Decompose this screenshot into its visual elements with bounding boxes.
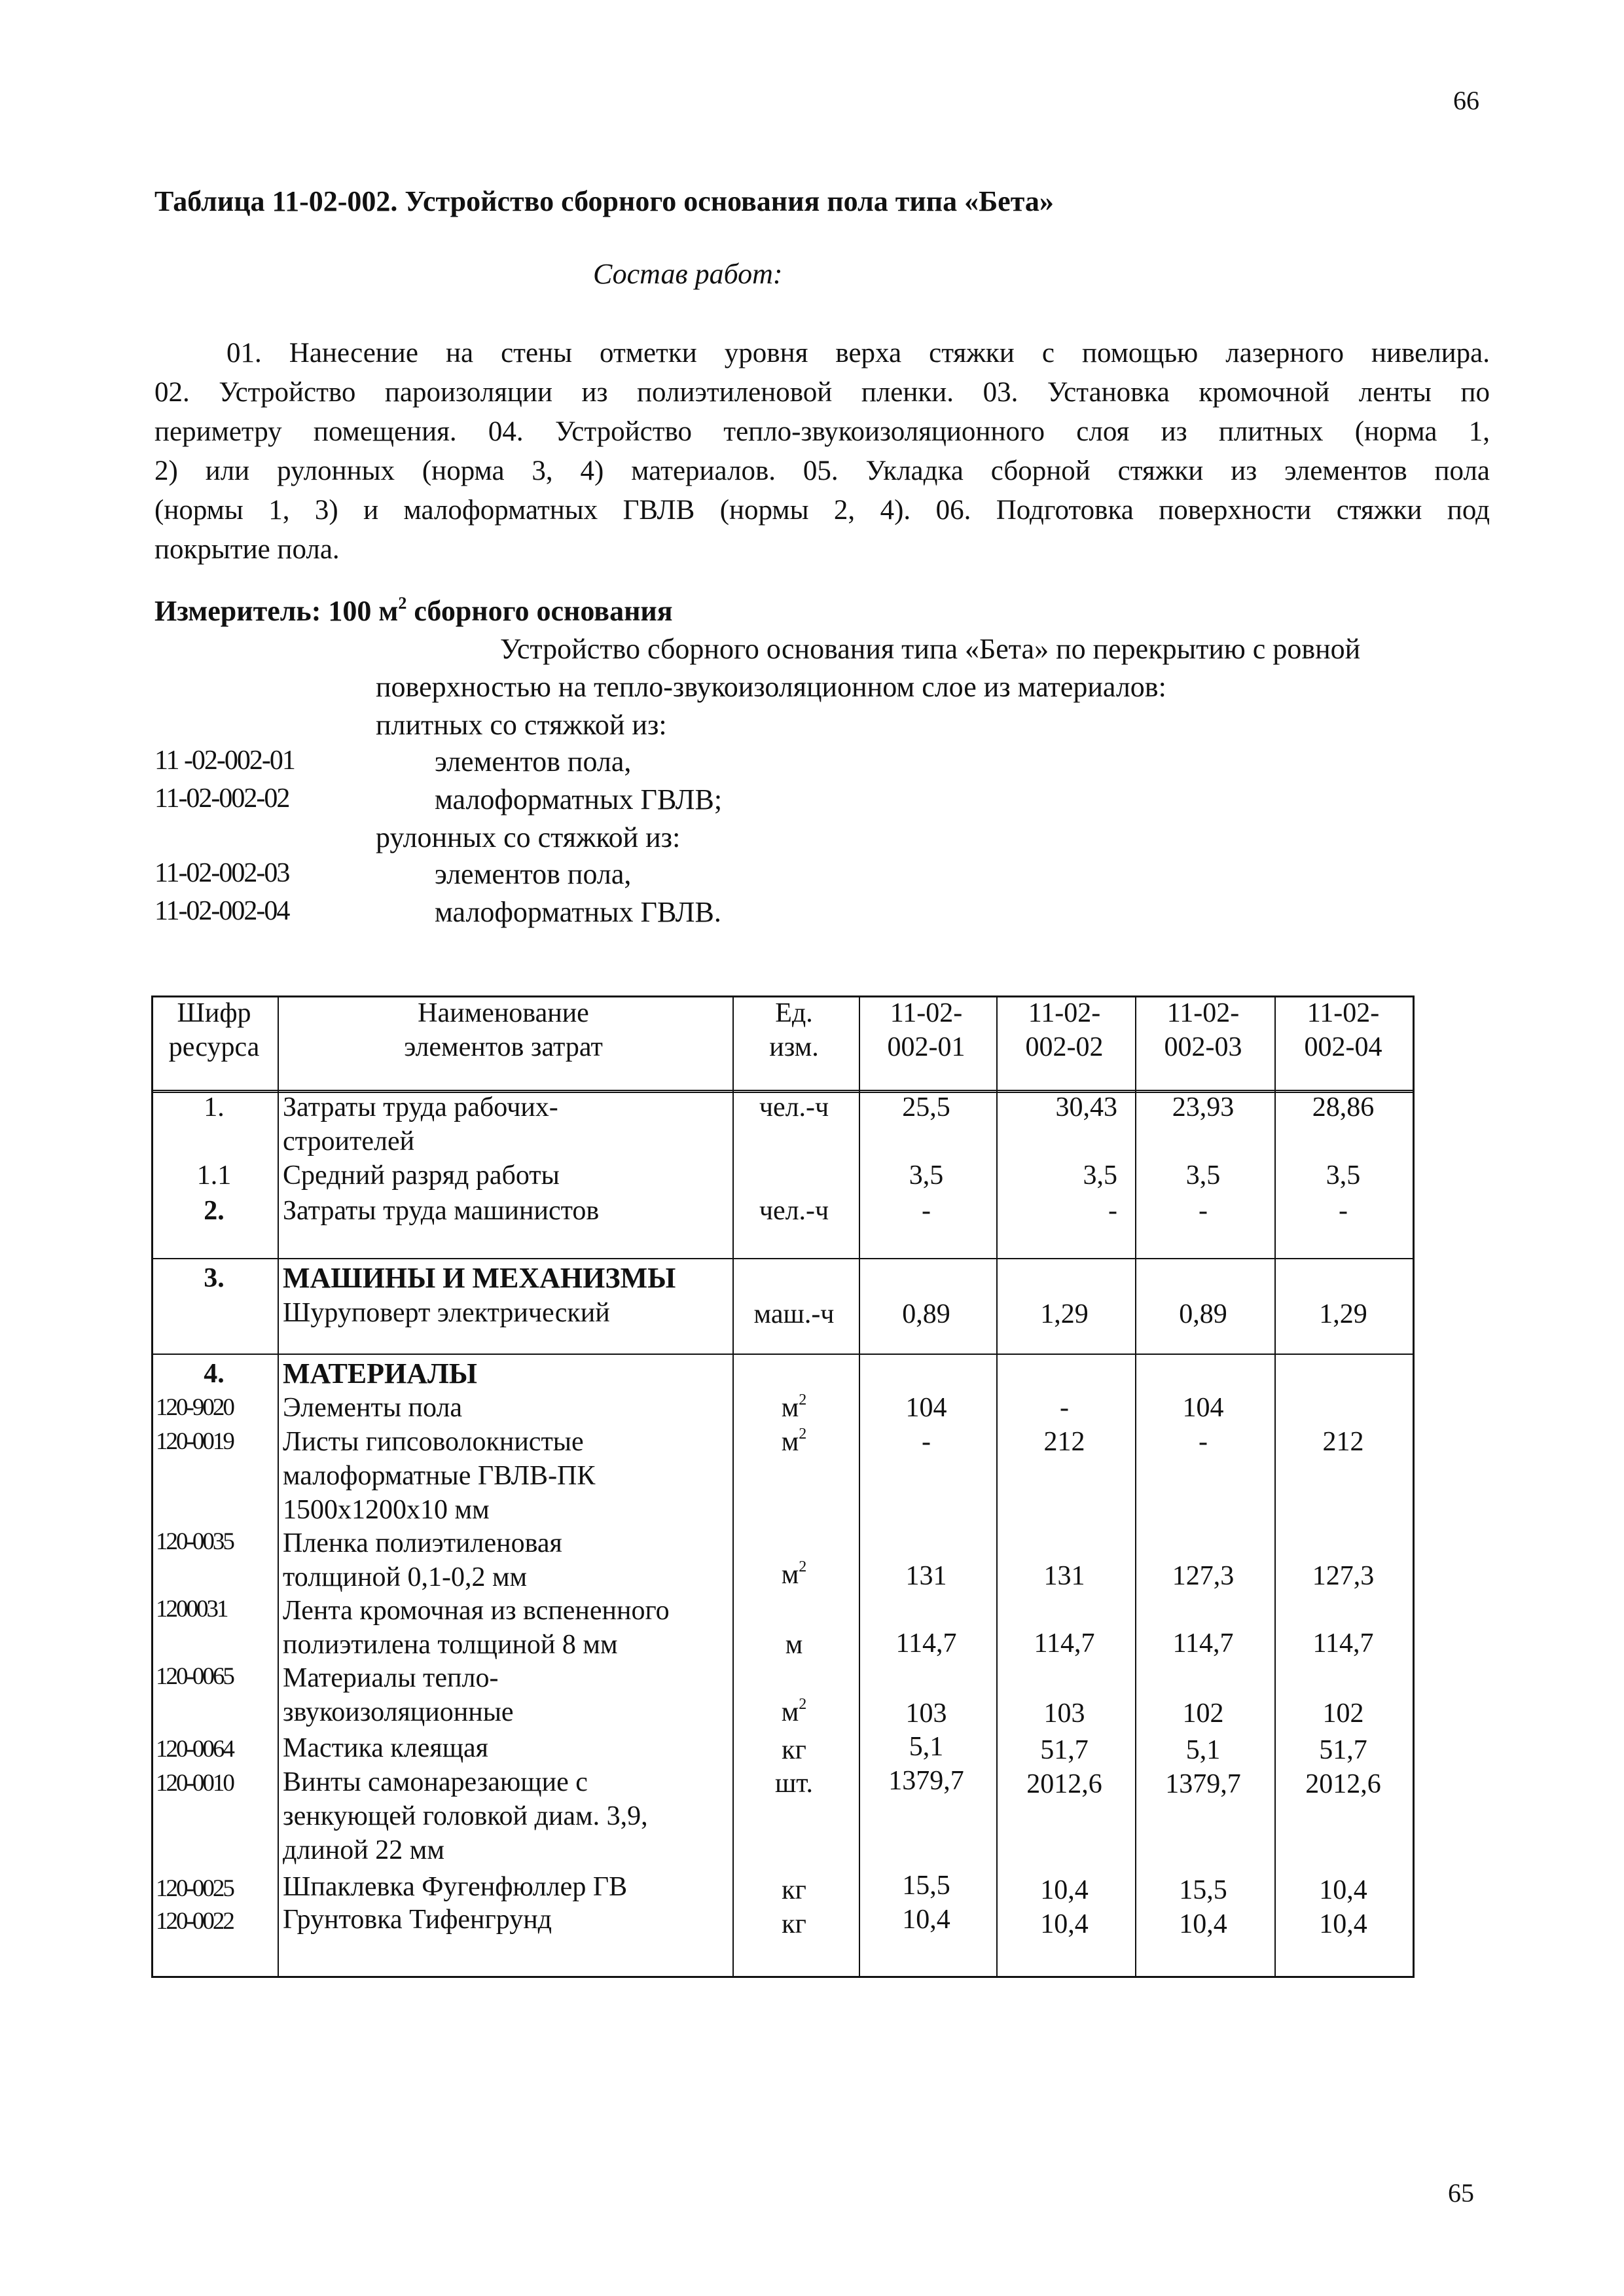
row-name-line: полиэтилена толщиной 8 мм <box>283 1630 618 1660</box>
table-col-divider <box>996 997 998 1976</box>
row-value: 10,4 <box>1179 1909 1227 1939</box>
description-group1: плитных со стяжкой из: <box>376 709 667 741</box>
composition-line: 01. Нанесение на стены отметки уровня верха стяжки с помощью лазерного нивелира. <box>226 338 1490 368</box>
row-name: Средний разряд работы <box>283 1160 560 1191</box>
row-unit <box>732 1391 856 1425</box>
row-value: 131 <box>1043 1561 1085 1591</box>
header-name-line: Наименование <box>418 998 589 1028</box>
row-unit: шт. <box>774 1768 814 1799</box>
header-norm-line: 11-02- <box>890 998 963 1028</box>
row-value: 212 <box>1322 1427 1364 1457</box>
row-name-line: Листы гипсоволокнистые <box>283 1427 584 1457</box>
row-value: - <box>922 1196 931 1226</box>
row-name: Элементы пола <box>283 1393 463 1423</box>
row-unit: кг <box>782 1875 806 1905</box>
row-unit: кг <box>782 1909 806 1939</box>
table-col-divider <box>1274 997 1276 1976</box>
row-name: Шуруповерт электрический <box>283 1298 610 1328</box>
row-name-line: Затраты труда рабочих- <box>283 1092 558 1122</box>
unit-sup: 2 <box>799 1391 807 1408</box>
row-code: 120-0019 <box>156 1428 233 1455</box>
row-name-line: Материалы тепло- <box>283 1663 499 1693</box>
header-norm-3 <box>1134 996 1272 1064</box>
row-value: 30,43 <box>1055 1092 1117 1122</box>
row-value: 10,4 <box>1319 1875 1367 1905</box>
norm-code: 11-02-002-04 <box>154 896 289 926</box>
row-value: 51,7 <box>1040 1735 1089 1765</box>
section-divider <box>153 1258 1413 1259</box>
unit-text: м <box>781 1697 799 1727</box>
norm-text: малоформатных ГВЛВ. <box>435 896 721 928</box>
norm-text: элементов пола, <box>435 745 632 778</box>
norm-text: малоформатных ГВЛВ; <box>435 783 723 816</box>
header-unit-line: Ед. <box>775 998 813 1028</box>
unit-text: м <box>781 1560 799 1590</box>
row-value: 10,4 <box>1319 1909 1367 1939</box>
row-value: 5,1 <box>909 1732 944 1762</box>
row-value: 103 <box>905 1698 947 1729</box>
row-unit: кг <box>782 1735 806 1765</box>
row-value: 1379,7 <box>1165 1769 1241 1799</box>
header-norm-line: 002-04 <box>1304 1032 1382 1062</box>
row-value: - <box>1108 1196 1117 1226</box>
section-heading-machines: МАШИНЫ И МЕХАНИЗМЫ <box>283 1262 676 1294</box>
row-value: 114,7 <box>1034 1628 1095 1659</box>
header-norm-4 <box>1274 996 1413 1064</box>
row-name <box>283 1425 595 1527</box>
row-unit: маш.-ч <box>753 1299 835 1329</box>
row-name-line: толщиной 0,1-0,2 мм <box>283 1562 528 1592</box>
description-intro-line1: Устройство сборного основания типа «Бета» по перекрытию с ровной <box>500 633 1361 665</box>
row-value: 104 <box>905 1393 947 1423</box>
measure-suffix: сборного основания <box>406 595 673 627</box>
row-name: Шпаклевка Фугенфюллер ГВ <box>283 1872 628 1902</box>
row-value: 15,5 <box>902 1871 950 1901</box>
row-value: 131 <box>905 1561 947 1591</box>
header-norm-line: 11-02- <box>1166 998 1240 1028</box>
row-value: 3,5 <box>1326 1160 1361 1191</box>
row-value: 51,7 <box>1319 1735 1367 1765</box>
norm-code: 11 -02-002-01 <box>154 745 295 776</box>
row-code: 120-0022 <box>156 1908 233 1935</box>
norm-code: 11-02-002-03 <box>154 858 289 888</box>
header-norm-line: 002-01 <box>887 1032 965 1062</box>
row-name-line: строителей <box>283 1126 415 1157</box>
row-unit: чел.-ч <box>759 1196 829 1226</box>
row-code: 120-0010 <box>156 1770 233 1797</box>
norm-code: 11-02-002-02 <box>154 783 289 814</box>
row-value: 28,86 <box>1312 1092 1375 1122</box>
row-code: 120-0035 <box>156 1528 233 1555</box>
row-value: 127,3 <box>1312 1561 1375 1591</box>
row-code: 1. <box>204 1092 225 1122</box>
row-value: 10,4 <box>1040 1909 1089 1939</box>
row-code: 3. <box>204 1263 225 1293</box>
row-value: 1,29 <box>1040 1299 1089 1329</box>
row-value: 10,4 <box>1040 1875 1089 1905</box>
row-value: - <box>1060 1393 1069 1423</box>
composition-paragraph <box>154 334 1490 569</box>
row-value: - <box>1199 1196 1208 1226</box>
row-value: 0,89 <box>902 1299 950 1329</box>
row-code: 120-9020 <box>156 1394 233 1421</box>
row-value: 114,7 <box>895 1628 957 1659</box>
row-value: 127,3 <box>1172 1561 1235 1591</box>
header-norm-2 <box>996 996 1133 1064</box>
row-value: 102 <box>1322 1698 1364 1729</box>
row-unit <box>732 1425 856 1459</box>
composition-heading: Состав работ: <box>593 258 783 290</box>
row-value: 114,7 <box>1172 1628 1234 1659</box>
header-norm-1 <box>858 996 994 1064</box>
row-name-line: зенкующей головкой диам. 3,9, <box>283 1801 648 1831</box>
composition-line: 2) или рулонных (норма 3, 4) материалов. 05. Укладка сборной стяжки из элементов пола <box>154 456 1490 486</box>
header-unit-line: изм. <box>769 1032 819 1062</box>
row-name <box>283 1765 648 1867</box>
row-value: - <box>922 1427 931 1457</box>
row-value: 103 <box>1043 1698 1085 1729</box>
table-title: Таблица 11-02-002. Устройство сборного основания пола типа «Бета» <box>154 185 1054 217</box>
row-name-line: длиной 22 мм <box>283 1835 444 1865</box>
header-norm-line: 002-03 <box>1164 1032 1242 1062</box>
row-value: 1,29 <box>1319 1299 1367 1329</box>
row-value: - <box>1339 1196 1348 1226</box>
page-number-top: 66 <box>1453 86 1479 115</box>
row-value: 23,93 <box>1172 1092 1235 1122</box>
row-name: Грунтовка Тифенгрунд <box>283 1905 552 1935</box>
description-group2: рулонных со стяжкой из: <box>376 821 681 853</box>
header-name <box>277 996 730 1064</box>
unit-sup: 2 <box>799 1558 807 1575</box>
row-unit <box>732 1695 856 1729</box>
header-unit <box>732 996 856 1064</box>
header-norm-line: 11-02- <box>1028 998 1101 1028</box>
unit-text: м <box>781 1427 799 1457</box>
row-value: 15,5 <box>1179 1875 1227 1905</box>
row-name <box>283 1661 514 1729</box>
header-code-line: Шифр <box>177 998 251 1028</box>
header-code-line: ресурса <box>168 1032 260 1062</box>
row-value: - <box>1199 1427 1208 1457</box>
page-number-bottom: 65 <box>1448 2178 1474 2208</box>
row-value: 5,1 <box>1185 1735 1221 1765</box>
row-name <box>283 1594 670 1662</box>
measure-sup: 2 <box>398 594 407 613</box>
row-name: Мастика клеящая <box>283 1733 488 1763</box>
row-name <box>283 1526 562 1594</box>
table-col-divider <box>732 997 734 1976</box>
row-value: 2012,6 <box>1026 1769 1102 1799</box>
row-code: 4. <box>204 1359 225 1389</box>
row-code: 120-0025 <box>156 1875 233 1902</box>
row-name-line: Пленка полиэтиленовая <box>283 1528 562 1558</box>
row-value: 10,4 <box>902 1905 950 1935</box>
unit-sup: 2 <box>799 1696 807 1713</box>
measure-unit <box>154 594 673 628</box>
row-value: 3,5 <box>1083 1160 1117 1191</box>
row-value: 3,5 <box>909 1160 944 1191</box>
unit-sup: 2 <box>799 1426 807 1443</box>
row-code: 120-0065 <box>156 1663 233 1690</box>
description-intro-line2: поверхностью на тепло-звукоизоляционном слое из материалов: <box>376 671 1166 703</box>
measure-prefix: Измеритель: 100 м <box>154 595 399 627</box>
composition-line: покрытие пола. <box>154 534 340 565</box>
table-col-divider <box>1135 997 1136 1976</box>
row-value: 1379,7 <box>888 1766 964 1796</box>
header-name-line: элементов затрат <box>404 1032 603 1062</box>
row-value: 2012,6 <box>1305 1769 1381 1799</box>
row-name-line: Винты самонарезающие с <box>283 1767 588 1797</box>
section-divider <box>153 1354 1413 1355</box>
row-name-line: малоформатные ГВЛВ-ПК <box>283 1461 596 1491</box>
row-value: 3,5 <box>1185 1160 1221 1191</box>
composition-line: периметру помещения. 04. Устройство тепло-звукоизоляционного слоя из плитных (норма 1, <box>154 416 1490 447</box>
row-code: 1200031 <box>156 1596 227 1623</box>
row-value: 104 <box>1182 1393 1224 1423</box>
header-norm-line: 002-02 <box>1025 1032 1104 1062</box>
row-unit <box>732 1558 856 1592</box>
section-heading-materials: МАТЕРИАЛЫ <box>283 1357 477 1390</box>
row-code: 2. <box>204 1196 225 1226</box>
header-code <box>153 996 275 1064</box>
header-norm-line: 11-02- <box>1307 998 1380 1028</box>
row-value: 212 <box>1043 1427 1085 1457</box>
row-value: 25,5 <box>902 1092 950 1122</box>
row-name-line: звукоизоляционные <box>283 1697 514 1727</box>
table-col-divider <box>859 997 860 1976</box>
row-unit: м <box>785 1630 803 1660</box>
row-name-line: 1500х1200х10 мм <box>283 1495 490 1525</box>
row-value: 114,7 <box>1312 1628 1374 1659</box>
composition-line: (нормы 1, 3) и малоформатных ГВЛВ (нормы 2, 4). 06. Подготовка поверхности стяжки под <box>154 495 1490 526</box>
row-name <box>283 1090 558 1158</box>
row-code: 120-0064 <box>156 1736 233 1763</box>
unit-text: м <box>781 1393 799 1423</box>
table-col-divider <box>278 997 279 1976</box>
row-value: 102 <box>1182 1698 1224 1729</box>
row-code: 1.1 <box>196 1160 232 1191</box>
row-name: Затраты труда машинистов <box>283 1196 600 1226</box>
row-name-line: Лента кромочная из вспененного <box>283 1596 670 1626</box>
row-unit: чел.-ч <box>759 1092 829 1122</box>
row-value: 0,89 <box>1179 1299 1227 1329</box>
norm-text: элементов пола, <box>435 858 632 890</box>
composition-line: 02. Устройство пароизоляции из полиэтиленовой пленки. 03. Установка кромочной ленты по <box>154 377 1490 408</box>
